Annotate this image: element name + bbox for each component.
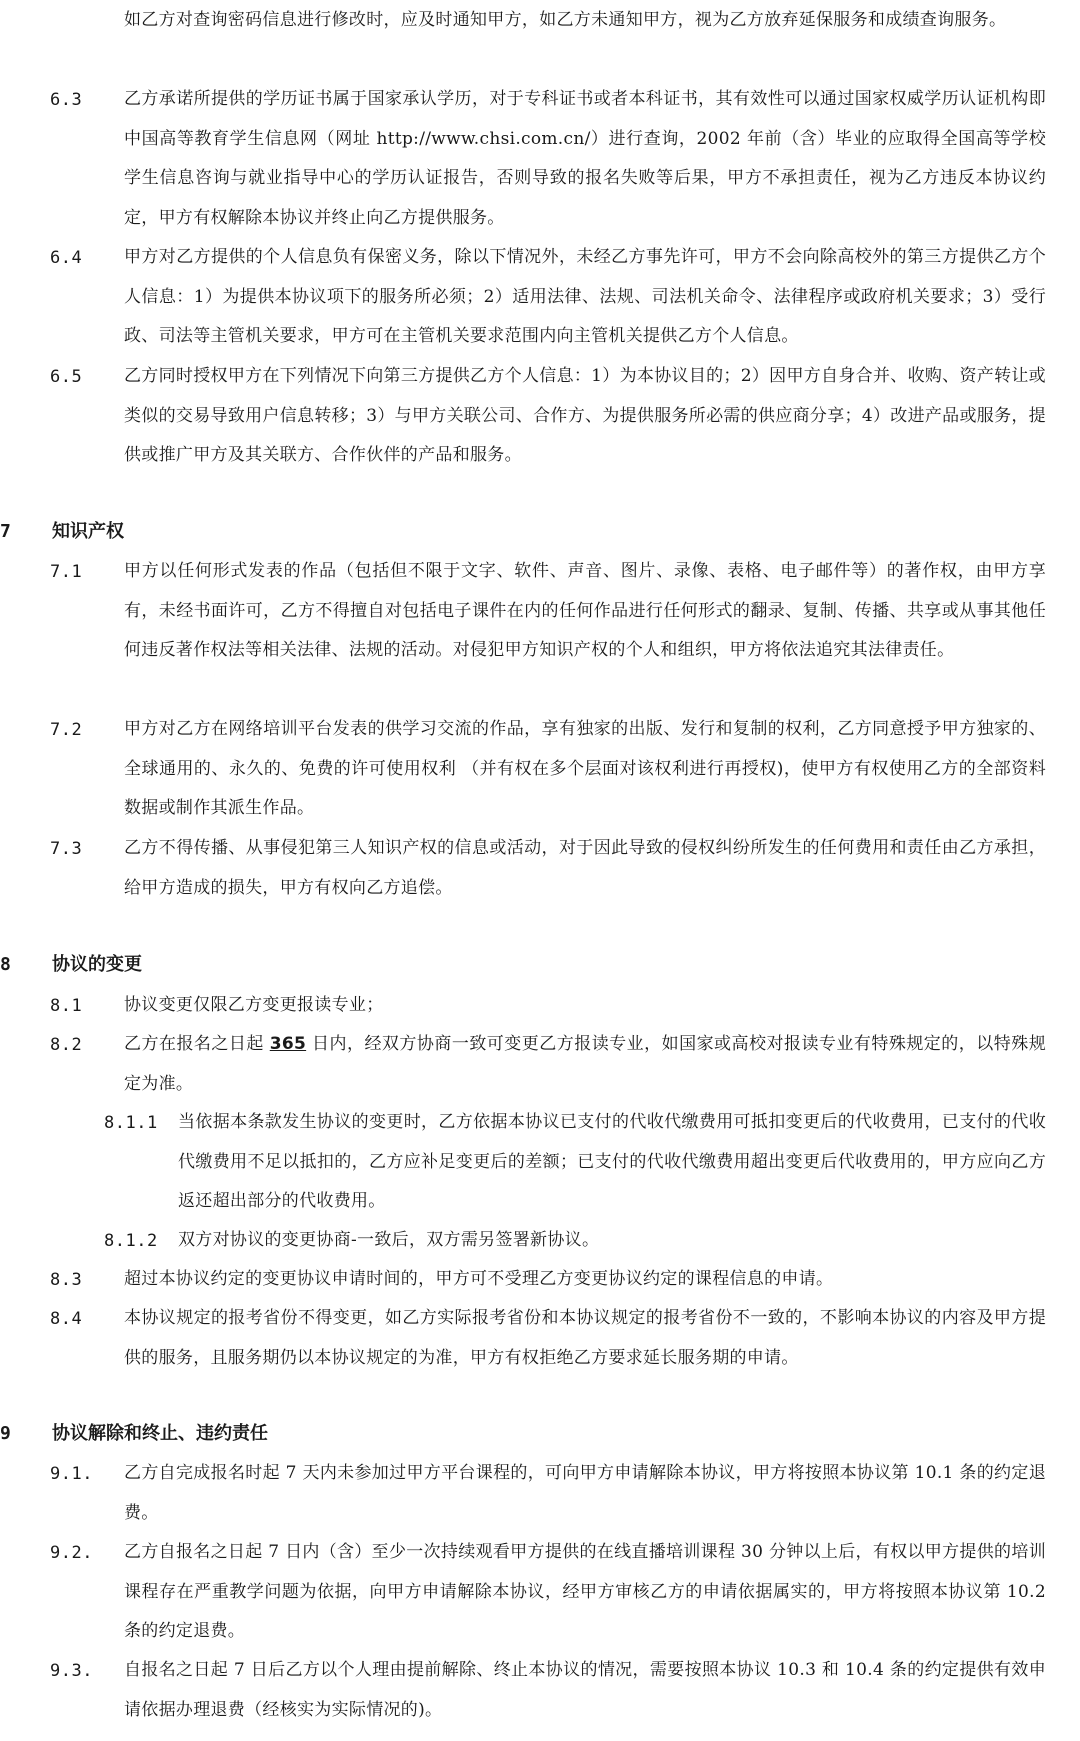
clause-number: 7.2 — [50, 720, 83, 740]
section-number: 9 — [0, 1423, 11, 1444]
clause-text-part: 乙方在报名之日起 — [124, 1034, 270, 1054]
clause-number: 9.3. — [50, 1661, 93, 1681]
clause-text: 乙方同时授权甲方在下列情况下向第三方提供乙方个人信息：1）为本协议目的；2）因甲方自身合并、收购、资产转让或类似的交易导致用户信息转移；3）与甲方关联公司、合作方、为提供服务所必需的供应商分享；4）改进产品或服务，提供或推广甲方及其关联方、合作伙伴的产品和服务。 — [124, 366, 1046, 465]
clause-text: 乙方自完成报名时起 7 天内未参加过甲方平台课程的，可向甲方申请解除本协议，甲方将按照本协议第 10.1 条的约定退费。 — [124, 1463, 1046, 1523]
section-number: 8 — [0, 954, 11, 975]
clause-number: 6.3 — [50, 90, 83, 110]
subclause-number: 8.1.1 — [104, 1113, 158, 1133]
subclause-text: 当依据本条款发生协议的变更时，乙方依据本协议已支付的代收代缴费用可抵扣变更后的代收费用，已支付的代收代缴费用不足以抵扣的，乙方应补足变更后的差额；已支付的代收代缴费用超出变更后代收费用的，甲方应向乙方返还超出部分的代收费用。 — [178, 1112, 1046, 1211]
clause-number: 8.2 — [50, 1035, 83, 1055]
section-title: 知识产权 — [52, 521, 124, 542]
clause-text: 甲方以任何形式发表的作品（包括但不限于文字、软件、声音、图片、录像、表格、电子邮件等）的著作权，由甲方享有，未经书面许可，乙方不得擅自对包括电子课件在内的任何作品进行任何形式的翻录、复制、传播、共享或从事其他任何违反著作权法等相关法律、法规的活动。对侵犯甲方知识产权的个人和组织，甲方将依法追究其法律责任。 — [124, 561, 1046, 660]
clause-text: 甲方对乙方在网络培训平台发表的供学习交流的作品，享有独家的出版、发行和复制的权利，乙方同意授予甲方独家的、全球通用的、永久的、免费的许可使用权利 （并有权在多个层面对该权利进行再授权)，使甲方有权使用乙方的全部资料数据或制作其派生作品。 — [124, 719, 1046, 818]
clause-text: 超过本协议约定的变更协议申请时间的，甲方可不受理乙方变更协议约定的课程信息的申请。 — [124, 1269, 834, 1289]
clause-number: 8.4 — [50, 1309, 83, 1329]
clause-number: 9.2. — [50, 1543, 93, 1563]
clause-number: 7.1 — [50, 562, 83, 582]
section-number: 7 — [0, 521, 11, 542]
clause-text-part: 日内，经双方协商一致可变更乙方报读专业，如国家或高校对报读专业有特殊规定的，以特殊规定为准。 — [124, 1034, 1046, 1094]
clause-text: 本协议规定的报考省份不得变更，如乙方实际报考省份和本协议规定的报考省份不一致的，不影响本协议的内容及甲方提供的服务，且服务期仍以本协议规定的为准，甲方有权拒绝乙方要求延长服务期的申请。 — [124, 1308, 1046, 1368]
clause-text: 乙方承诺所提供的学历证书属于国家承认学历，对于专科证书或者本科证书，其有效性可以通过国家权威学历认证机构即中国高等教育学生信息网（网址 http://www.chsi.com.cn/）进行查询，2002 年前（含）毕业的应取得全国高等学校学生信息咨询与就业指导中心的学历认证报告，否则导致的报名失败等后果，甲方不承担责任，视为乙方违反本协议约定，甲方有权解除本协议并终止向乙方提供服务。 — [124, 89, 1046, 228]
subclause-number: 8.1.2 — [104, 1231, 158, 1251]
days-value: 365 — [269, 1034, 307, 1054]
clause-number: 9.1. — [50, 1464, 93, 1484]
section-title: 协议解除和终止、违约责任 — [52, 1423, 268, 1444]
section-title: 协议的变更 — [52, 954, 142, 975]
clause-text: 协议变更仅限乙方变更报读专业； — [124, 995, 384, 1015]
intro-paragraph: 如乙方对查询密码信息进行修改时，应及时通知甲方，如乙方未通知甲方，视为乙方放弃延保服务和成绩查询服务。 — [124, 10, 1007, 30]
clause-text: 乙方自报名之日起 7 日内（含）至少一次持续观看甲方提供的在线直播培训课程 30 分钟以上后，有权以甲方提供的培训课程存在严重教学问题为依据，向甲方申请解除本协议，经甲方审核乙方的申请依据属实的，甲方将按照本协议第 10.2 条的约定退费。 — [124, 1542, 1046, 1641]
clause-number: 7.3 — [50, 839, 83, 859]
clause-text: 自报名之日起 7 日后乙方以个人理由提前解除、终止本协议的情况，需要按照本协议 10.3 和 10.4 条的约定提供有效申请依据办理退费（经核实为实际情况的)。 — [124, 1660, 1046, 1720]
clause-text — [124, 1025, 1046, 1104]
clause-text: 甲方对乙方提供的个人信息负有保密义务，除以下情况外，未经乙方事先许可，甲方不会向除高校外的第三方提供乙方个人信息：1）为提供本协议项下的服务所必须；2）适用法律、法规、司法机关命令、法律程序或政府机关要求；3）受行政、司法等主管机关要求，甲方可在主管机关要求范围内向主管机关提供乙方个人信息。 — [124, 247, 1046, 346]
subclause-text: 双方对协议的变更协商-一致后，双方需另签署新协议。 — [178, 1230, 600, 1250]
clause-number: 8.3 — [50, 1270, 83, 1290]
clause-text: 乙方不得传播、从事侵犯第三人知识产权的信息或活动，对于因此导致的侵权纠纷所发生的任何费用和责任由乙方承担，给甲方造成的损失，甲方有权向乙方追偿。 — [124, 838, 1046, 898]
clause-number: 6.5 — [50, 367, 83, 387]
clause-number: 6.4 — [50, 248, 83, 268]
clause-number: 8.1 — [50, 996, 83, 1016]
